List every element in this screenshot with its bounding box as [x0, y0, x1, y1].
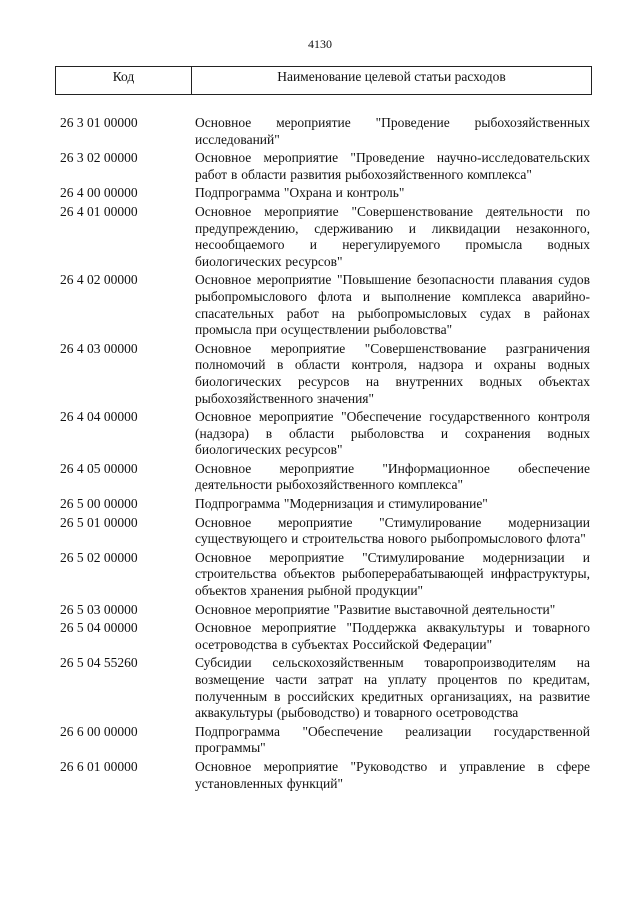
item-name: Основное мероприятие "Проведение научно-исследовательских работ в области развития рыбохозяйственного комплекса" [195, 150, 590, 182]
item-name: Основное мероприятие "Поддержка аквакультуры и товарного осетроводства в субъектах Российской Федерации" [195, 620, 590, 652]
item-name: Основное мероприятие "Совершенствование разграничения полномочий в области контроля, надзора и охраны водных биологических ресурсов на внутренних водных объектах рыбохозяйственного значения" [195, 340, 590, 406]
item-code: 26 5 02 00000 [60, 549, 138, 565]
item-code: 26 4 00 00000 [60, 185, 138, 201]
item-name: Основное мероприятие "Совершенствование деятельности по предупреждению, сдерживанию и ликвидации незаконного, несообщаемого и нерегулируемого промысла водных биологических ресурсов" [195, 203, 590, 269]
item-code: 26 5 03 00000 [60, 601, 138, 617]
table-row [60, 759, 590, 792]
table-row [60, 496, 590, 513]
item-code: 26 4 05 00000 [60, 460, 138, 476]
table-row [60, 550, 590, 600]
table-row [60, 115, 590, 148]
item-code: 26 4 02 00000 [60, 272, 138, 288]
expense-items-list [60, 115, 590, 794]
item-code: 26 3 01 00000 [60, 115, 138, 130]
header-name-column: Наименование целевой статьи расходов [277, 69, 506, 84]
table-row [60, 185, 590, 202]
item-name: Подпрограмма "Охрана и контроль" [195, 185, 405, 201]
item-name: Основное мероприятие "Руководство и управление в сфере установленных функций" [195, 758, 590, 791]
item-name: Основное мероприятие "Стимулирование модернизации существующего и строительства нового рыбопромыслового флота" [195, 514, 590, 547]
item-code: 26 5 04 55260 [60, 655, 138, 671]
item-name: Основное мероприятие "Повышение безопасности плавания судов рыбопромыслового флота и выполнение комплекса аварийно-спасательных работ на рыбопромысловых судах в районах промысла при осуществлении рыболовства" [195, 272, 590, 338]
item-code: 26 4 04 00000 [60, 409, 138, 425]
table-header [55, 66, 592, 95]
item-name: Основное мероприятие "Обеспечение государственного контроля (надзора) в области рыболовства и сохранения водных биологических ресурсов" [195, 409, 590, 458]
page-number: 4130 [308, 37, 332, 51]
item-code: 26 4 01 00000 [60, 203, 138, 219]
table-row [60, 409, 590, 459]
item-code: 26 3 02 00000 [60, 150, 138, 166]
table-row [60, 620, 590, 653]
table-row [60, 150, 590, 183]
table-row [60, 724, 590, 757]
table-row [60, 602, 590, 619]
item-name: Подпрограмма "Модернизация и стимулирование" [195, 496, 488, 512]
item-name: Основное мероприятие "Развитие выставочной деятельности" [195, 601, 556, 617]
item-code: 26 5 04 00000 [60, 620, 138, 636]
table-row [60, 461, 590, 494]
item-code: 26 5 01 00000 [60, 514, 138, 530]
item-name: Подпрограмма "Обеспечение реализации государственной программы" [195, 723, 590, 756]
item-code: 26 4 03 00000 [60, 340, 138, 356]
table-row [60, 272, 590, 338]
table-row [60, 204, 590, 270]
header-code-column: Код [56, 67, 192, 94]
item-name: Основное мероприятие "Информационное обеспечение деятельности рыбохозяйственного комплекса" [195, 460, 590, 493]
item-name: Основное мероприятие "Стимулирование модернизации и строительства объектов рыбоперерабатывающей инфраструктуры, объектов хранения рыбной продукции" [195, 549, 590, 599]
item-code: 26 5 00 00000 [60, 496, 138, 512]
table-row [60, 515, 590, 548]
table-row [60, 655, 590, 721]
item-code: 26 6 01 00000 [60, 758, 138, 774]
item-name: Субсидии сельскохозяйственным товаропроизводителям на возмещение части затрат на уплату процентов по кредитам, полученным в российских кредитных организациях, на развитие аквакультуры (рыбоводство) и товарного осетроводства [195, 655, 590, 721]
table-row [60, 341, 590, 407]
item-name: Основное мероприятие "Проведение рыбохозяйственных исследований" [195, 115, 590, 147]
item-code: 26 6 00 00000 [60, 723, 138, 739]
